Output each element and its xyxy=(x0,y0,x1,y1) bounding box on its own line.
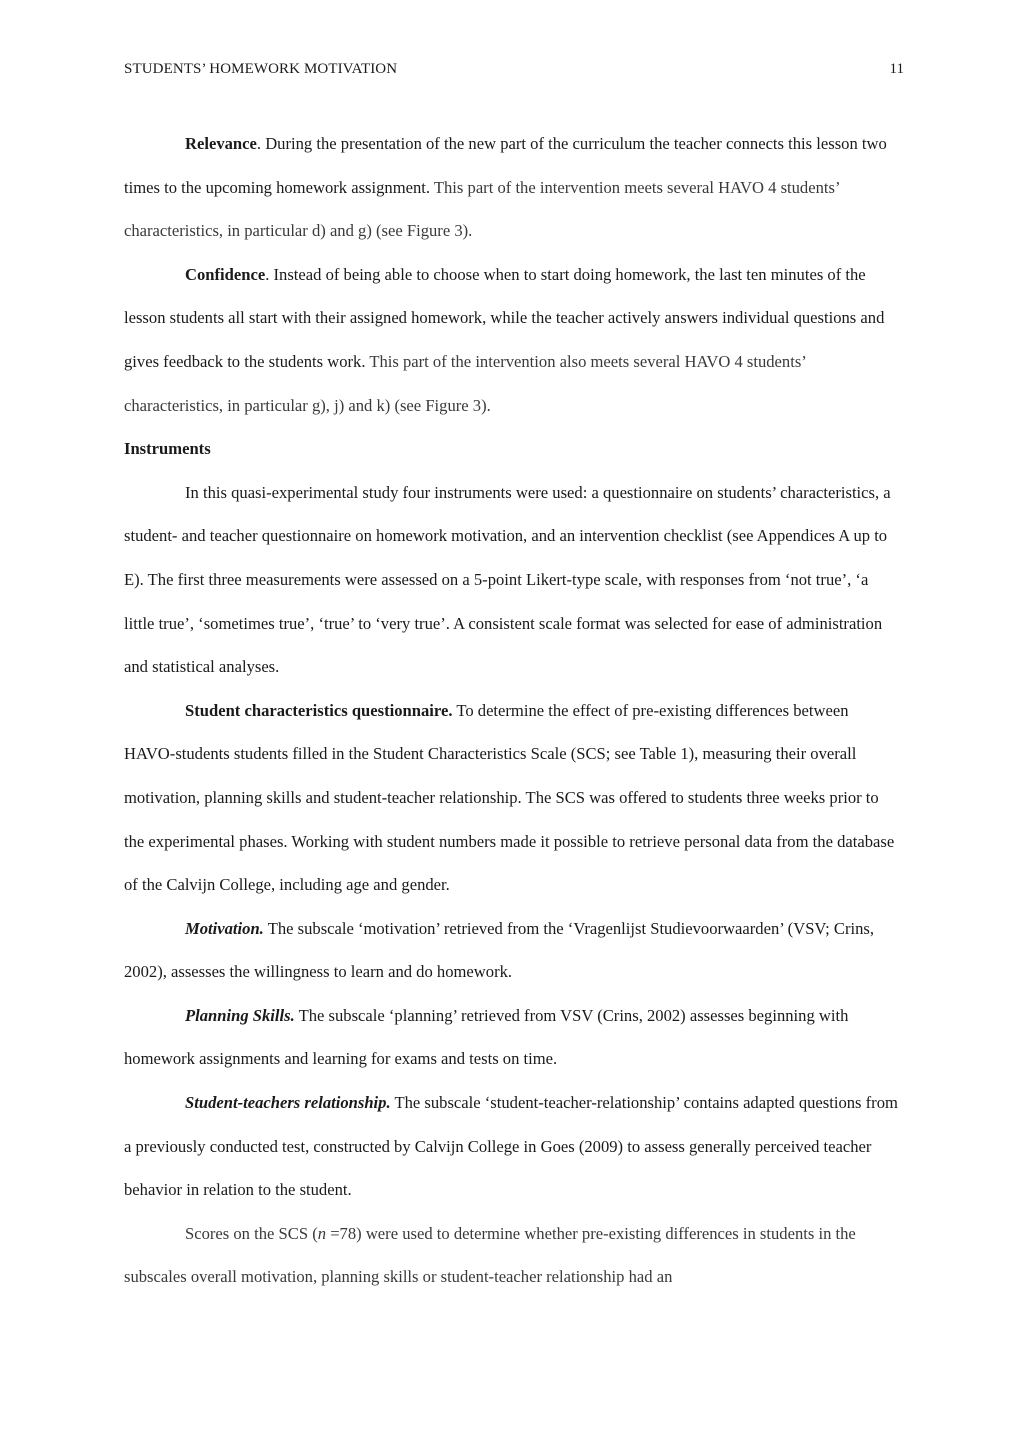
paragraph-relevance xyxy=(124,122,902,253)
paragraph-planning-skills xyxy=(124,994,902,1081)
paragraph-scores xyxy=(124,1212,902,1299)
student-teachers-relationship-text: The subscale ‘student-teacher-relationship’ contains adapted questions from a previously conducted test, constructed by Calvijn College in Goes (2009) to assess generally perceived teacher behavior in relation to the student. xyxy=(124,1093,898,1200)
scores-text-before: Scores on the SCS ( xyxy=(185,1223,318,1243)
scores-n-symbol: n xyxy=(317,1223,327,1243)
relevance-tail: This part of the intervention meets several HAVO 4 students’ characteristics, in particular d) and g) (see Figure 3). xyxy=(124,177,840,241)
run-in-heading-student-teachers-relationship: Student-teachers relationship. xyxy=(185,1093,391,1113)
run-in-heading-confidence: Confidence xyxy=(185,264,266,284)
instruments-text: In this quasi-experimental study four instruments were used: a questionnaire on students’ characteristics, a student- and teacher questionnaire on homework motivation, and an intervention checklist (see Appendices A up to E). The first three measurements were assessed on a 5-point Likert-type scale, with responses from ‘not true’, ‘a little true’, ‘sometimes true’, ‘true’ to ‘very true’. A consistent scale format was selected for ease of administration and statistical analyses. xyxy=(124,482,891,677)
run-in-heading-student-characteristics: Student characteristics questionnaire. xyxy=(185,700,453,720)
confidence-tail: This part of the intervention also meets several HAVO 4 students’ characteristics, in particular g), j) and k) (see Figure 3). xyxy=(124,351,806,415)
run-in-heading-relevance: Relevance xyxy=(185,134,257,153)
paragraph-motivation xyxy=(124,907,902,994)
document-body xyxy=(124,122,902,1299)
motivation-text: The subscale ‘motivation’ retrieved from the ‘Vragenlijst Studievoorwaarden’ (VSV; Crins, 2002), assesses the willingness to learn and do homework. xyxy=(124,918,875,982)
paragraph-student-teachers-relationship xyxy=(124,1081,902,1212)
relevance-text: . During the presentation of the new part of the curriculum the teacher connects this lesson two times to the upcoming homework assignment. xyxy=(124,134,887,197)
student-characteristics-text: To determine the effect of pre-existing differences between HAVO-students students filled in the Student Characteristics Scale (SCS; see Table 1), measuring their overall motivation, planning skills and student-teacher relationship. The SCS was offered to students three weeks prior to the experimental phases. Working with student numbers made it possible to retrieve personal data from the database of the Calvijn College, including age and gender. xyxy=(124,700,895,895)
page-number: 11 xyxy=(889,61,904,77)
running-head: STUDENTS’ HOMEWORK MOTIVATION xyxy=(124,61,398,77)
paragraph-confidence xyxy=(124,253,902,427)
scores-text-after: =78) were used to determine whether pre-existing differences in students in the subscales overall motivation, planning skills or student-teacher relationship had an xyxy=(124,1223,856,1287)
planning-skills-text: The subscale ‘planning’ retrieved from VSV (Crins, 2002) assesses beginning with homework assignments and learning for exams and tests on time. xyxy=(124,1005,849,1069)
section-heading-instruments: Instruments xyxy=(124,439,211,459)
paragraph-instruments xyxy=(124,471,902,689)
paragraph-student-characteristics xyxy=(124,689,902,907)
confidence-text: . Instead of being able to choose when to start doing homework, the last ten minutes of the lesson students all start with their assigned homework, while the teacher actively answers individual questions and gives feedback to the students work. xyxy=(124,264,885,371)
run-in-heading-planning-skills: Planning Skills. xyxy=(185,1005,295,1025)
run-in-heading-motivation: Motivation. xyxy=(185,918,264,938)
